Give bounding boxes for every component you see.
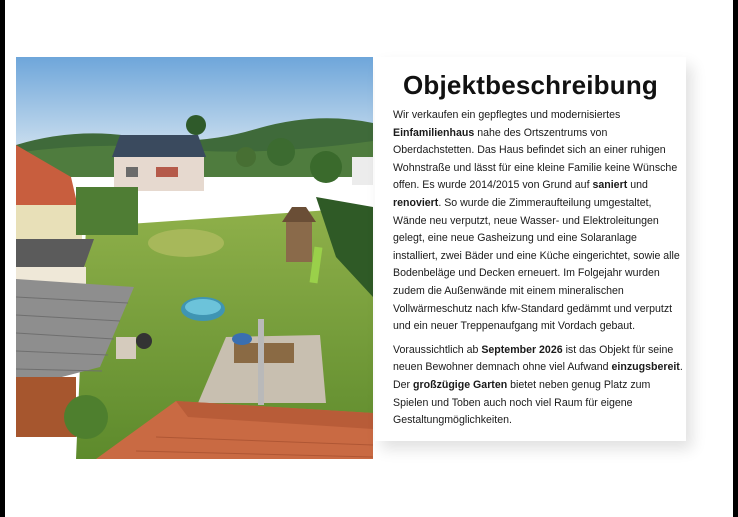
text-fragment: . Der xyxy=(393,361,683,391)
text-fragment: nahe des Ortszentrums von Oberdachstetten. Das Haus befindet sich an einer ruhigen Wohnstraße und lässt für eine kleine Familie keine Wünsche offen. Es wurde 2014/2015 von Grund auf xyxy=(393,126,678,192)
text-fragment: . So wurde die Zimmeraufteilung umgestaltet, Wände neu verputzt, neue Wasser- und Elektroleitungen gelegt, eine neue Gasheizung und eine Solaranlage installiert, zwei Bäder und eine Küche eingerichtet, sowie alle Bodenbeläge und Decken erneuert. Im Folgejahr wurden zudem die Außenwände mit einem mineralischen Vollwärmeschutz nach kfw-Standard gedämmt und verputzt und ein neuer Treppenaufgang mit Vordach gebaut. xyxy=(393,196,680,333)
text-fragment: ist das Objekt für seine neuen Bewohner demnach ohne viel Aufwand xyxy=(393,343,674,374)
text-fragment: bietet neben genug Platz zum Spielen und Toben auch noch viel Raum für eigene Gestaltungmöglichkeiten. xyxy=(393,378,651,427)
bold-phrase: renoviert xyxy=(393,196,439,209)
text-fragment: und xyxy=(630,179,648,192)
page xyxy=(5,0,733,517)
section-title: Objektbeschreibung xyxy=(403,70,658,100)
description-text xyxy=(393,107,683,430)
bold-phrase: einzugsbereit xyxy=(611,361,680,374)
garden-photo xyxy=(16,57,373,459)
text-fragment: Voraussichtlich ab xyxy=(393,343,479,356)
bold-phrase: Einfamilienhaus xyxy=(393,126,475,139)
bold-phrase: saniert xyxy=(592,179,628,192)
text-fragment: Wir verkaufen ein gepflegtes und modernisiertes xyxy=(393,109,621,121)
paragraph-1 xyxy=(393,107,683,336)
description-card xyxy=(375,57,686,441)
paragraph-2 xyxy=(393,342,683,430)
bold-phrase: großzügige Garten xyxy=(413,378,508,391)
bold-phrase: September 2026 xyxy=(481,343,563,356)
